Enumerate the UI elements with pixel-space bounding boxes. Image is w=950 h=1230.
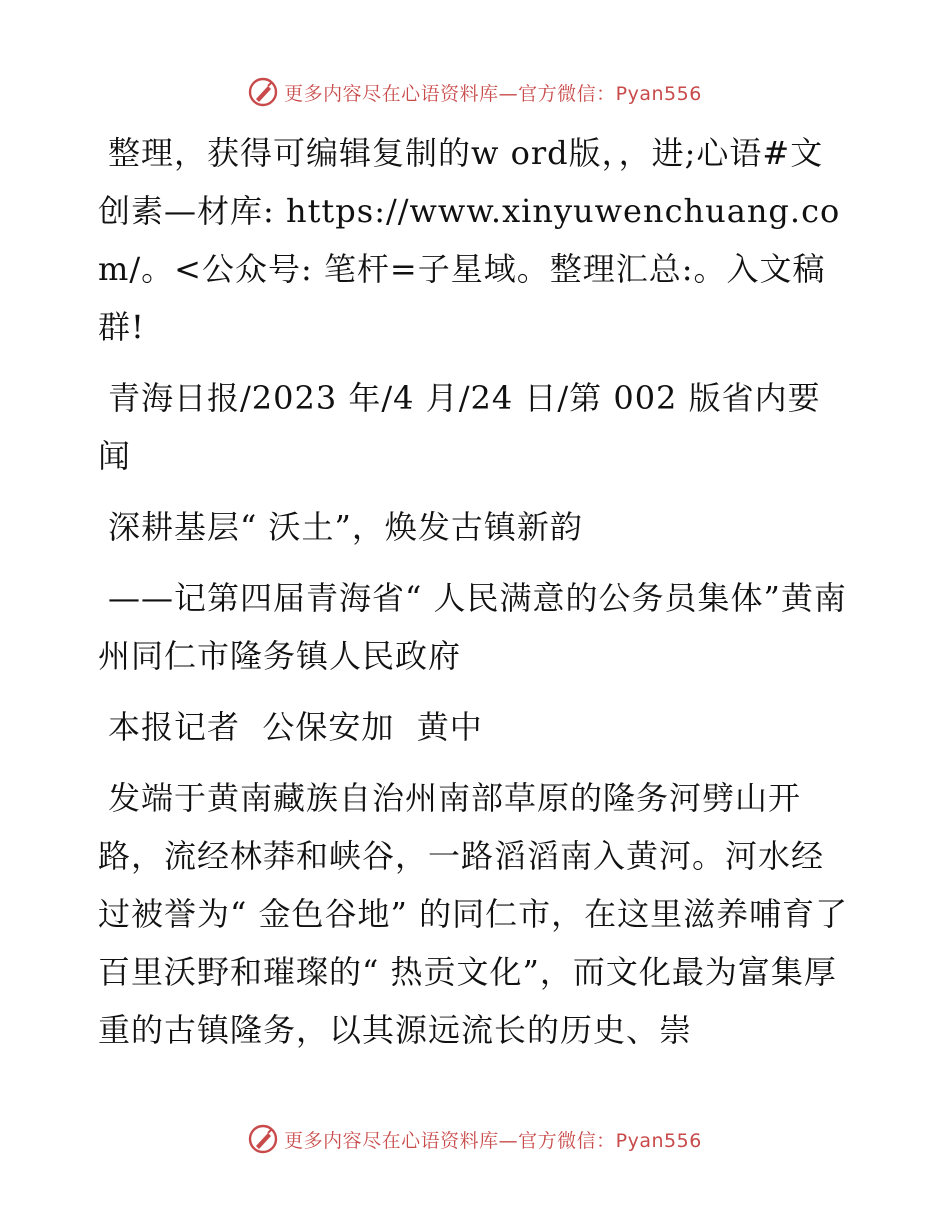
header-watermark-banner bbox=[0, 70, 950, 114]
footer-banner-text: 更多内容尽在心语资料库—官方微信：Pyan556 bbox=[284, 1129, 702, 1152]
publication-info: 青海日报/2023 年/4 月/24 日/第 002 版省内要闻 bbox=[98, 379, 821, 475]
article-title: 深耕基层“ 沃土”，焕发古镇新韵 bbox=[108, 508, 583, 546]
header-banner-text: 更多内容尽在心语资料库—官方微信：Pyan556 bbox=[284, 82, 702, 105]
article-byline: 本报记者 公保安加 黄中 bbox=[108, 708, 483, 746]
quill-logo-icon bbox=[248, 1124, 278, 1154]
footer-watermark-banner bbox=[0, 1117, 950, 1161]
quill-logo-icon bbox=[248, 77, 278, 107]
document-body bbox=[98, 124, 853, 1072]
body-paragraph: 发端于黄南藏族自治州南部草原的隆务河劈山开路，流经林莽和峡谷，一路滔滔南入黄河。河水经过被誉为“ 金色谷地” 的同仁市，在这里滋养哺育了百里沃野和璀璨的“ 热贡文化”，而文化最为富集厚重的古镇隆务，以其源远流长的历史、崇 bbox=[98, 779, 849, 1049]
source-note-paragraph: 整理，获得可编辑复制的w ord版，，进;心语#文创素—材库: https://www.xinyuwenchuang.com/。<公众号: 笔杆=子星域。整理汇总:。入文稿群! bbox=[98, 134, 841, 346]
article-subtitle: ——记第四届青海省“ 人民满意的公务员集体”黄南州同仁市隆务镇人民政府 bbox=[98, 579, 847, 675]
